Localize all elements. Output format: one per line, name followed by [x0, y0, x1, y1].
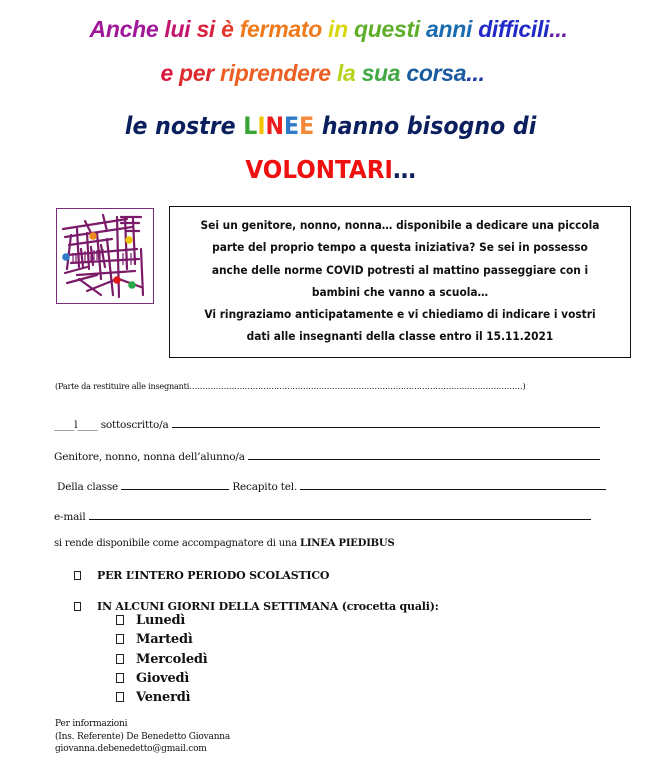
day-label: Martedì: [136, 632, 193, 647]
headline-word: è: [221, 16, 240, 42]
linee-letter: E: [299, 112, 315, 140]
contact-email[interactable]: giovanna.debenedetto@gmail.com: [55, 744, 207, 754]
checkbox-icon[interactable]: [74, 571, 81, 580]
gender-prefix: ____l____: [54, 419, 98, 431]
email-label: e-mail: [54, 511, 86, 523]
headline-word: corsa: [406, 60, 467, 86]
availability-bold: LINEA PIEDIBUS: [300, 538, 395, 549]
student-name-field[interactable]: [248, 448, 600, 460]
contact-block: [55, 718, 230, 756]
headline-word: ...: [466, 60, 485, 86]
headline-line-2: [0, 60, 661, 87]
option-label: IN ALCUNI GIORNI DELLA SETTIMANA (crocetta quali):: [97, 600, 439, 613]
signer-label: sottoscritto/a: [100, 419, 169, 431]
day-tuesday[interactable]: [116, 632, 193, 647]
headline-word: e: [160, 60, 180, 86]
headline-word: Anche: [89, 16, 165, 42]
route-map-image: [56, 208, 154, 304]
checkbox-icon[interactable]: [116, 615, 124, 625]
linee-letter: E: [283, 112, 300, 140]
signer-name-field[interactable]: [172, 416, 600, 428]
availability-row: [54, 538, 394, 549]
headline-word: la: [336, 60, 362, 86]
headline-word: sua: [361, 60, 407, 86]
class-field[interactable]: [121, 478, 229, 490]
linee-letter: I: [257, 112, 266, 140]
phone-field[interactable]: [300, 478, 606, 490]
info-line: Vi ringraziamo anticipatamente e vi chiediamo di indicare i vostri: [204, 307, 596, 322]
option-label: PER L’INTERO PERIODO SCOLASTICO: [97, 569, 330, 582]
info-line: dati alle insegnanti della classe entro il 15.11.2021: [246, 329, 554, 344]
volontari-word: VOLONTARI: [245, 155, 393, 184]
info-box: [169, 206, 631, 358]
day-wednesday[interactable]: [116, 652, 208, 667]
headline-word: fermato: [239, 16, 329, 42]
info-line: parte del proprio tempo a questa iniziativa? Se sei in possesso: [212, 240, 588, 255]
linee-letter: L: [243, 112, 258, 140]
info-line: bambini che vanno a scuola…: [311, 284, 489, 299]
headline-line-1: [0, 16, 661, 43]
info-line: Sei un genitore, nonno, nonna… disponibile a dedicare una piccola: [200, 218, 600, 232]
day-monday[interactable]: [116, 613, 185, 628]
headline-word: anni: [426, 16, 479, 42]
checkbox-icon[interactable]: [74, 602, 81, 611]
signer-row: [54, 416, 600, 431]
headline-volontari: [0, 155, 661, 184]
headline-word: lui: [164, 16, 197, 42]
class-label: Della classe: [57, 481, 119, 493]
day-label: Lunedì: [136, 613, 186, 628]
email-field[interactable]: [89, 508, 591, 520]
headline-word: si: [196, 16, 222, 42]
day-label: Venerdì: [136, 690, 191, 705]
headline-line-3-after: hanno bisogno di: [314, 112, 537, 140]
headline-word: per: [179, 60, 221, 86]
headline-line-3-before: le nostre: [124, 112, 244, 140]
headline-word: ...: [549, 16, 568, 42]
linee-letter: N: [265, 112, 284, 140]
option-full-period[interactable]: [74, 569, 329, 582]
linee-word: [243, 112, 314, 140]
street-map-icon: [57, 209, 152, 302]
relation-label: Genitore, nonno, nonna dell’alunno/a: [54, 451, 245, 463]
day-label: Mercoledì: [136, 652, 208, 667]
contact-referent: (Ins. Referente) De Benedetto Giovanna: [55, 731, 231, 742]
headline-line-3: [0, 112, 661, 140]
day-friday[interactable]: [116, 690, 190, 705]
availability-text: si rende disponibile come accompagnatore di una: [54, 538, 298, 549]
info-line: anche delle norme COVID potresti al mattino passeggiare con i: [211, 262, 589, 277]
headline-word: riprendere: [220, 60, 337, 86]
volontari-ellipsis: …: [392, 155, 416, 184]
day-label: Giovedì: [136, 671, 190, 686]
checkbox-icon[interactable]: [116, 692, 124, 702]
option-some-days[interactable]: [74, 600, 439, 613]
relation-row: [54, 448, 600, 463]
cut-line: (Parte da restituire alle insegnanti………………………………………………………………………………………………………………): [55, 381, 526, 391]
headline-word: questi: [353, 16, 427, 42]
day-thursday[interactable]: [116, 671, 189, 686]
email-row: [54, 508, 591, 523]
class-phone-row: [57, 478, 606, 493]
checkbox-icon[interactable]: [116, 673, 124, 683]
headline-word: difficili: [478, 16, 550, 42]
checkbox-icon[interactable]: [116, 634, 124, 644]
contact-heading: Per informazioni: [55, 719, 128, 729]
headline-word: in: [328, 16, 354, 42]
checkbox-icon[interactable]: [116, 654, 124, 664]
phone-label: Recapito tel.: [232, 481, 298, 493]
